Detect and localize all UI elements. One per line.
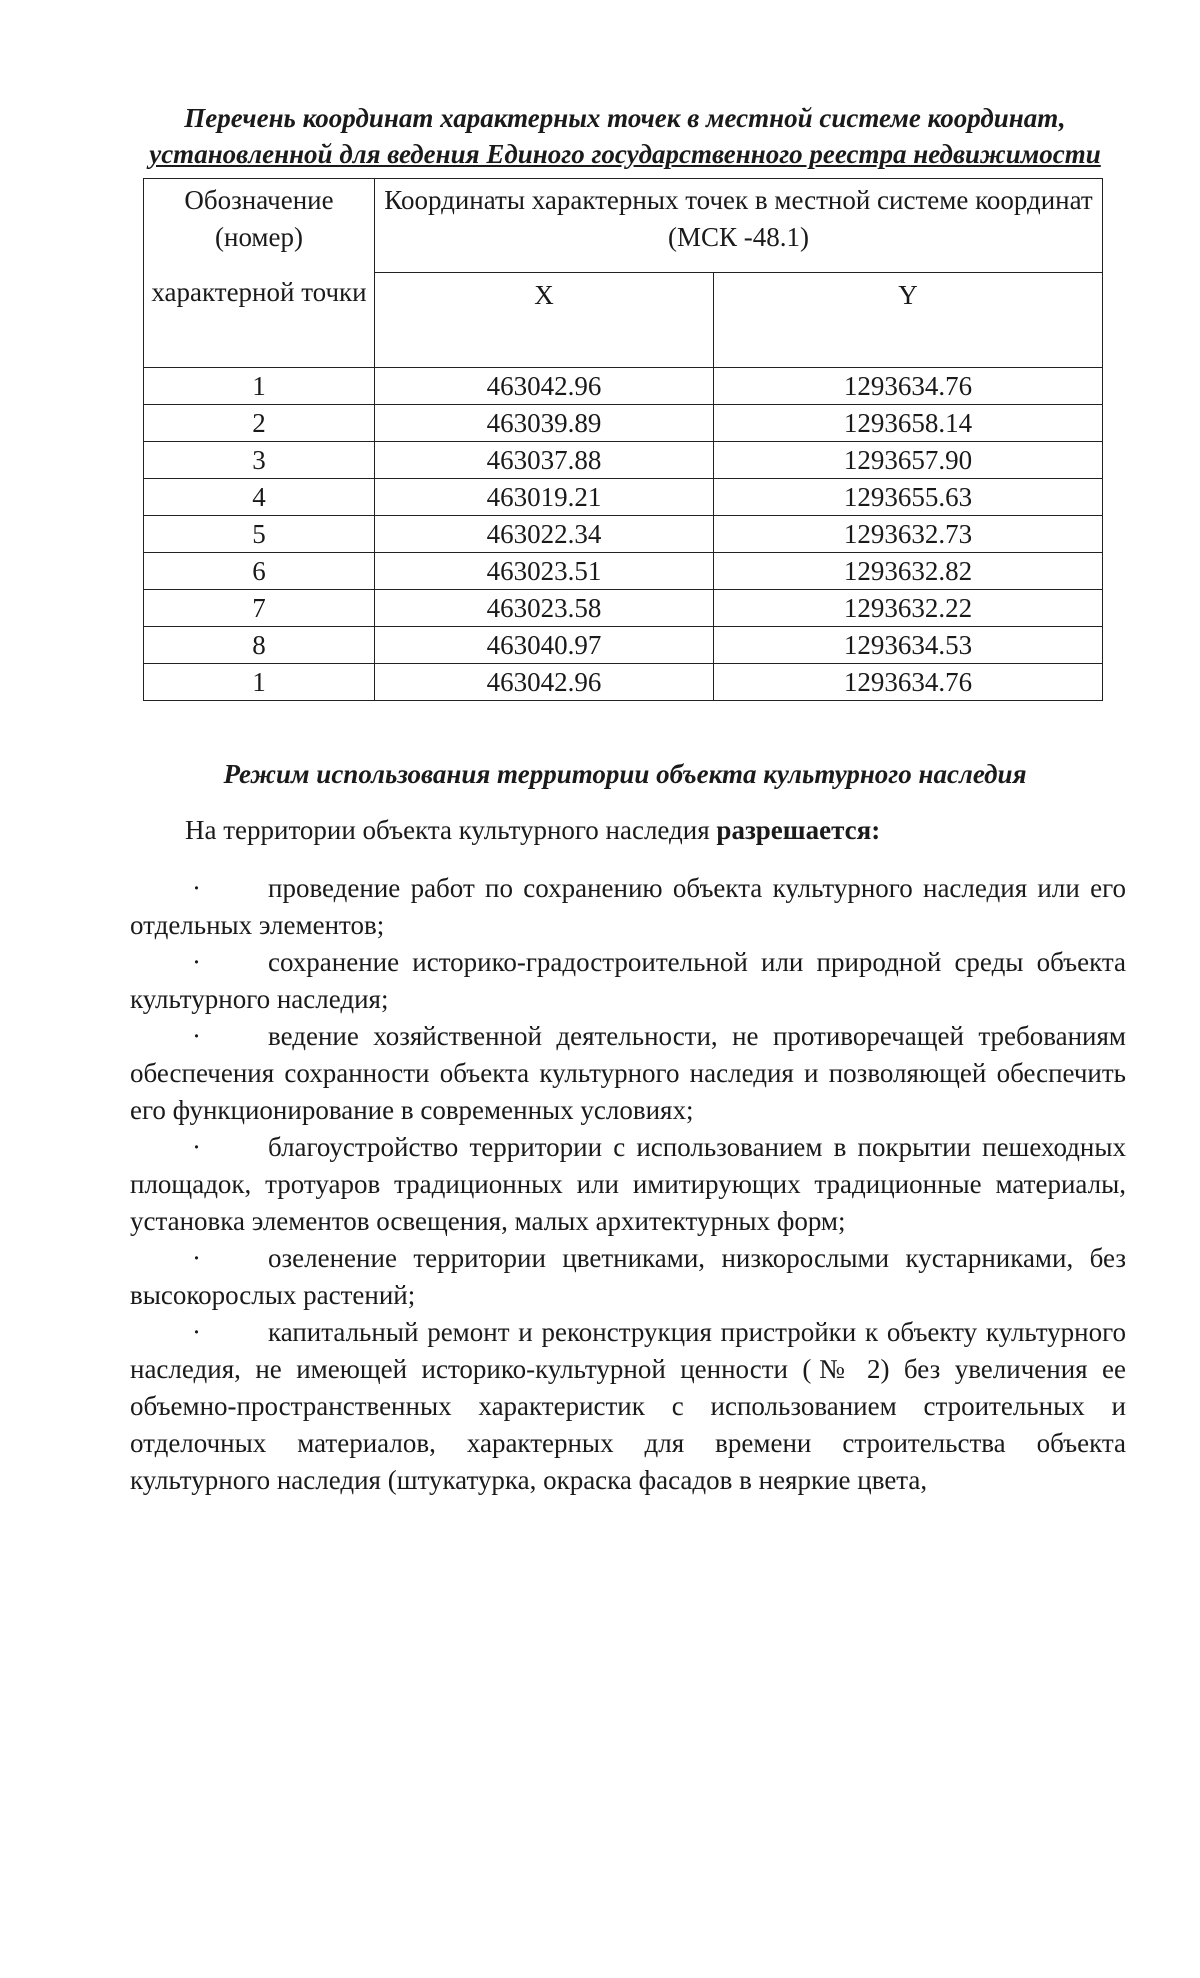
bullet-icon: · xyxy=(192,1317,201,1347)
cell-point-number: 7 xyxy=(144,589,375,626)
table-row xyxy=(144,404,1103,441)
cell-y: 1293655.63 xyxy=(714,478,1103,515)
header-y: Y xyxy=(714,272,1103,367)
cell-x: 463023.51 xyxy=(375,552,714,589)
cell-x: 463037.88 xyxy=(375,441,714,478)
title-line-1: Перечень координат характерных точек в местной системе координат, xyxy=(184,103,1066,133)
bullet-icon: · xyxy=(192,1243,201,1273)
cell-point-number: 4 xyxy=(144,478,375,515)
cell-x: 463023.58 xyxy=(375,589,714,626)
cell-y: 1293634.53 xyxy=(714,626,1103,663)
list-item-text: капитальный ремонт и реконструкция пристройки к объекту культурного наследия, не имеющей историко-культурной ценности (№ 2) без увеличения ее объемно-пространственных характеристик с использованием строительных и отделочных материалов, характерных для времени строительства объекта культурного наследия (штукатурка, окраска фасадов в неяркие цвета, xyxy=(130,1317,1126,1495)
table-row xyxy=(144,441,1103,478)
bullet-icon: · xyxy=(192,1021,201,1051)
coordinates-table xyxy=(143,178,1103,701)
cell-x: 463039.89 xyxy=(375,404,714,441)
list-item xyxy=(130,1129,1126,1240)
cell-y: 1293634.76 xyxy=(714,367,1103,404)
cell-x: 463042.96 xyxy=(375,663,714,700)
list-item xyxy=(130,1314,1126,1499)
list-item xyxy=(130,1240,1126,1314)
cell-point-number: 5 xyxy=(144,515,375,552)
intro-text: На территории объекта культурного наследия xyxy=(185,815,717,845)
permitted-list xyxy=(130,870,1126,1499)
cell-point-number: 6 xyxy=(144,552,375,589)
intro-bold: разрешается: xyxy=(716,815,881,845)
header-point-number-bottom: характерной точки xyxy=(144,272,375,367)
cell-y: 1293632.73 xyxy=(714,515,1103,552)
cell-y: 1293632.82 xyxy=(714,552,1103,589)
table-row xyxy=(144,552,1103,589)
cell-point-number: 2 xyxy=(144,404,375,441)
table-row xyxy=(144,626,1103,663)
cell-point-number: 3 xyxy=(144,441,375,478)
table-header-row-1 xyxy=(144,179,1103,273)
cell-point-number: 8 xyxy=(144,626,375,663)
cell-y: 1293657.90 xyxy=(714,441,1103,478)
table-row xyxy=(144,367,1103,404)
table-row xyxy=(144,515,1103,552)
cell-x: 463019.21 xyxy=(375,478,714,515)
cell-x: 463022.34 xyxy=(375,515,714,552)
cell-y: 1293634.76 xyxy=(714,663,1103,700)
cell-point-number: 1 xyxy=(144,663,375,700)
bullet-icon: · xyxy=(192,873,201,903)
list-item-text: сохранение историко-градостроительной или природной среды объекта культурного наследия; xyxy=(130,947,1126,1014)
section-title: Режим использования территории объекта культурного наследия xyxy=(223,759,1027,789)
header-x: X xyxy=(375,272,714,367)
list-item-text: благоустройство территории с использованием в покрытии пешеходных площадок, тротуаров традиционных или имитирующих традиционные материалы, установка элементов освещения, малых архитектурных форм; xyxy=(130,1132,1126,1236)
intro-paragraph xyxy=(185,812,880,848)
header-coordinates-span: Координаты характерных точек в местной системе координат (МСК -48.1) xyxy=(375,179,1103,273)
list-item xyxy=(130,944,1126,1018)
table-header-row-2 xyxy=(144,272,1103,367)
cell-point-number: 1 xyxy=(144,367,375,404)
bullet-icon: · xyxy=(192,947,201,977)
header-point-number-top: Обозначение (номер) xyxy=(144,179,375,273)
cell-y: 1293658.14 xyxy=(714,404,1103,441)
list-item-text: озеленение территории цветниками, низкорослыми кустарниками, без высокорослых растений; xyxy=(130,1243,1126,1310)
cell-y: 1293632.22 xyxy=(714,589,1103,626)
list-item-text: проведение работ по сохранению объекта культурного наследия или его отдельных элементов; xyxy=(130,873,1126,940)
table-row xyxy=(144,478,1103,515)
list-item-text: ведение хозяйственной деятельности, не противоречащей требованиям обеспечения сохранности объекта культурного наследия и позволяющей обеспечить его функционирование в современных условиях; xyxy=(130,1021,1126,1125)
bullet-icon: · xyxy=(192,1132,201,1162)
document-title xyxy=(130,100,1120,172)
title-line-2: установленной для ведения Единого государственного реестра недвижимости xyxy=(149,139,1101,169)
table-row xyxy=(144,589,1103,626)
cell-x: 463042.96 xyxy=(375,367,714,404)
cell-x: 463040.97 xyxy=(375,626,714,663)
list-item xyxy=(130,1018,1126,1129)
table-row xyxy=(144,663,1103,700)
list-item xyxy=(130,870,1126,944)
